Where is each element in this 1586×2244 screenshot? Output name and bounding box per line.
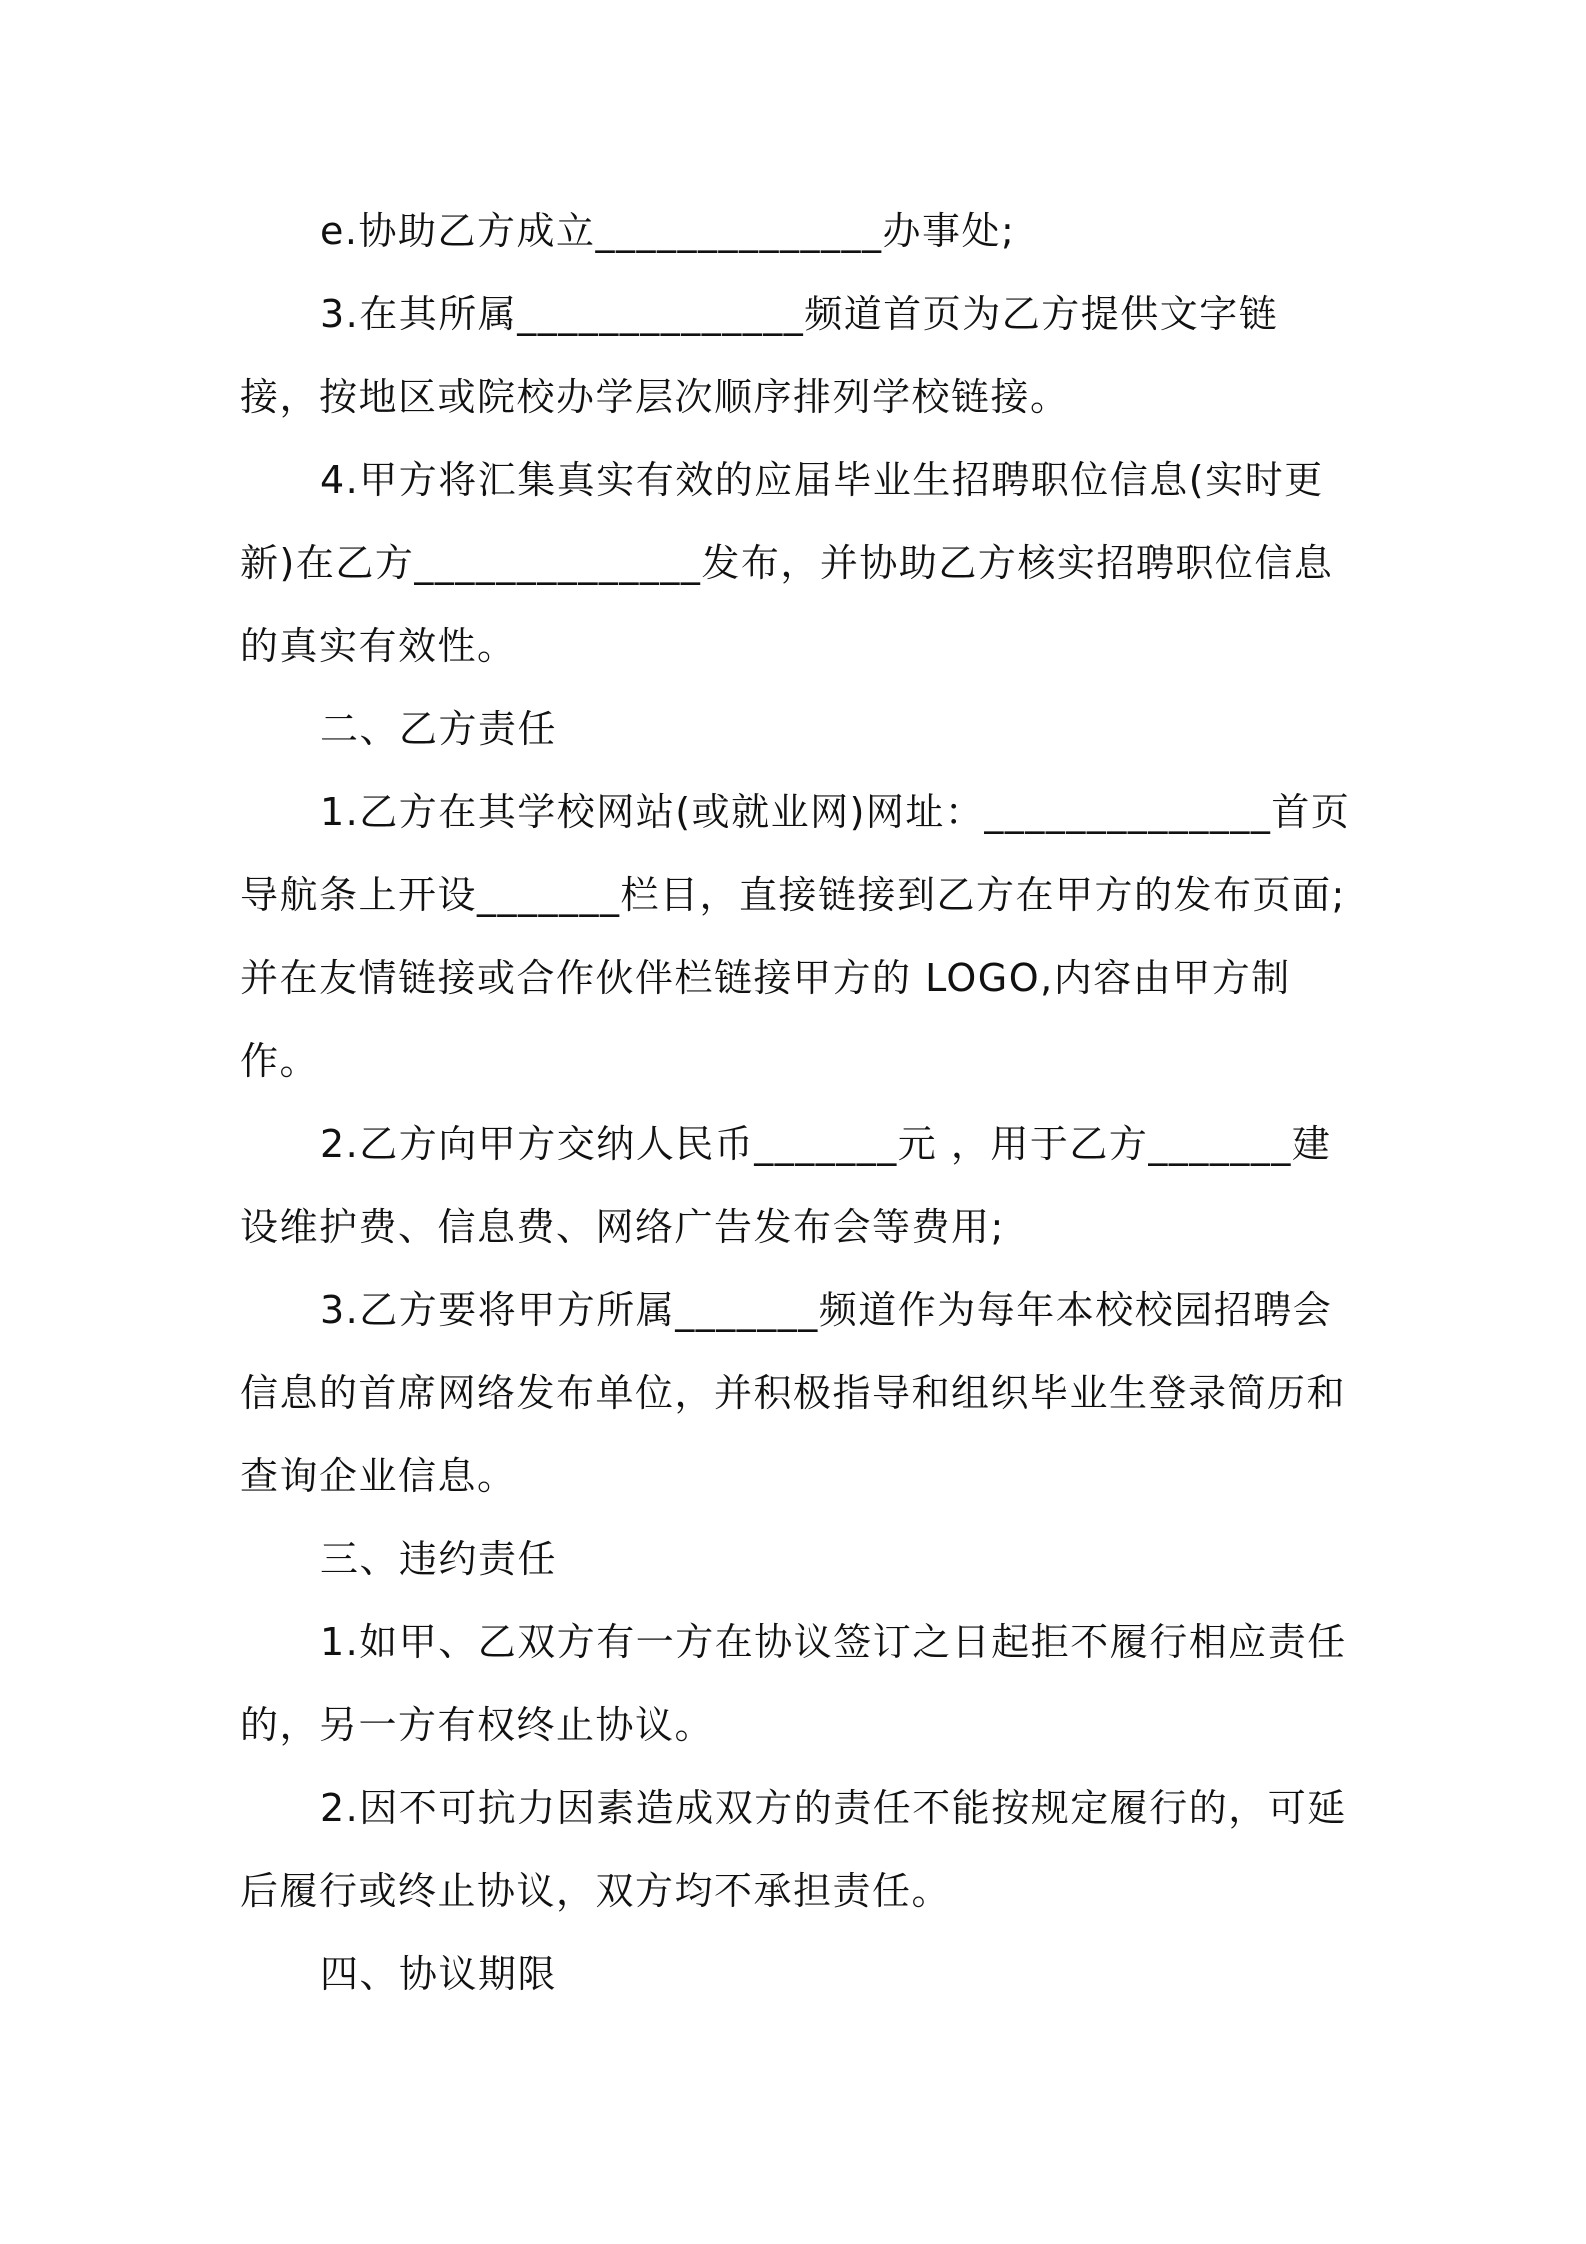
- clause-b3-publishing-unit: 3.乙方要将甲方所属_______频道作为每年本校校园招聘会信息的首席网络发布单位，并积极指导和组织毕业生登录简历和查询企业信息。: [240, 1288, 1347, 1498]
- clause-b1-website-column: 1.乙方在其学校网站(或就业网)网址：______________首页导航条上开设_______栏目，直接链接到乙方在甲方的发布页面;并在友情链接或合作伙伴栏链接甲方的 LOGO,内容由甲方制作。: [240, 790, 1351, 1083]
- section-heading-breach: 三、违约责任: [320, 1537, 558, 1581]
- section-heading-term: 四、协议期限: [320, 1952, 558, 1996]
- section-heading-party-b: 二、乙方责任: [320, 707, 558, 751]
- document-body: [240, 190, 1352, 2016]
- clause-a3-channel-link: 3.在其所属______________频道首页为乙方提供文字链接，按地区或院校办学层次顺序排列学校链接。: [240, 292, 1279, 419]
- clause-a4-job-info: 4.甲方将汇集真实有效的应届毕业生招聘职位信息(实时更新)在乙方______________发布，并协助乙方核实招聘职位信息的真实有效性。: [240, 458, 1334, 668]
- clause-b2-fee: 2.乙方向甲方交纳人民币_______元 ，用于乙方_______建设维护费、信息费、网络广告发布会等费用;: [240, 1122, 1332, 1249]
- clause-c2-force-majeure: 2.因不可抗力因素造成双方的责任不能按规定履行的，可延后履行或终止协议，双方均不承担责任。: [240, 1786, 1347, 1913]
- clause-c1-termination: 1.如甲、乙双方有一方在协议签订之日起拒不履行相应责任的，另一方有权终止协议。: [240, 1620, 1347, 1747]
- clause-e-office: e.协助乙方成立______________办事处;: [320, 209, 1016, 253]
